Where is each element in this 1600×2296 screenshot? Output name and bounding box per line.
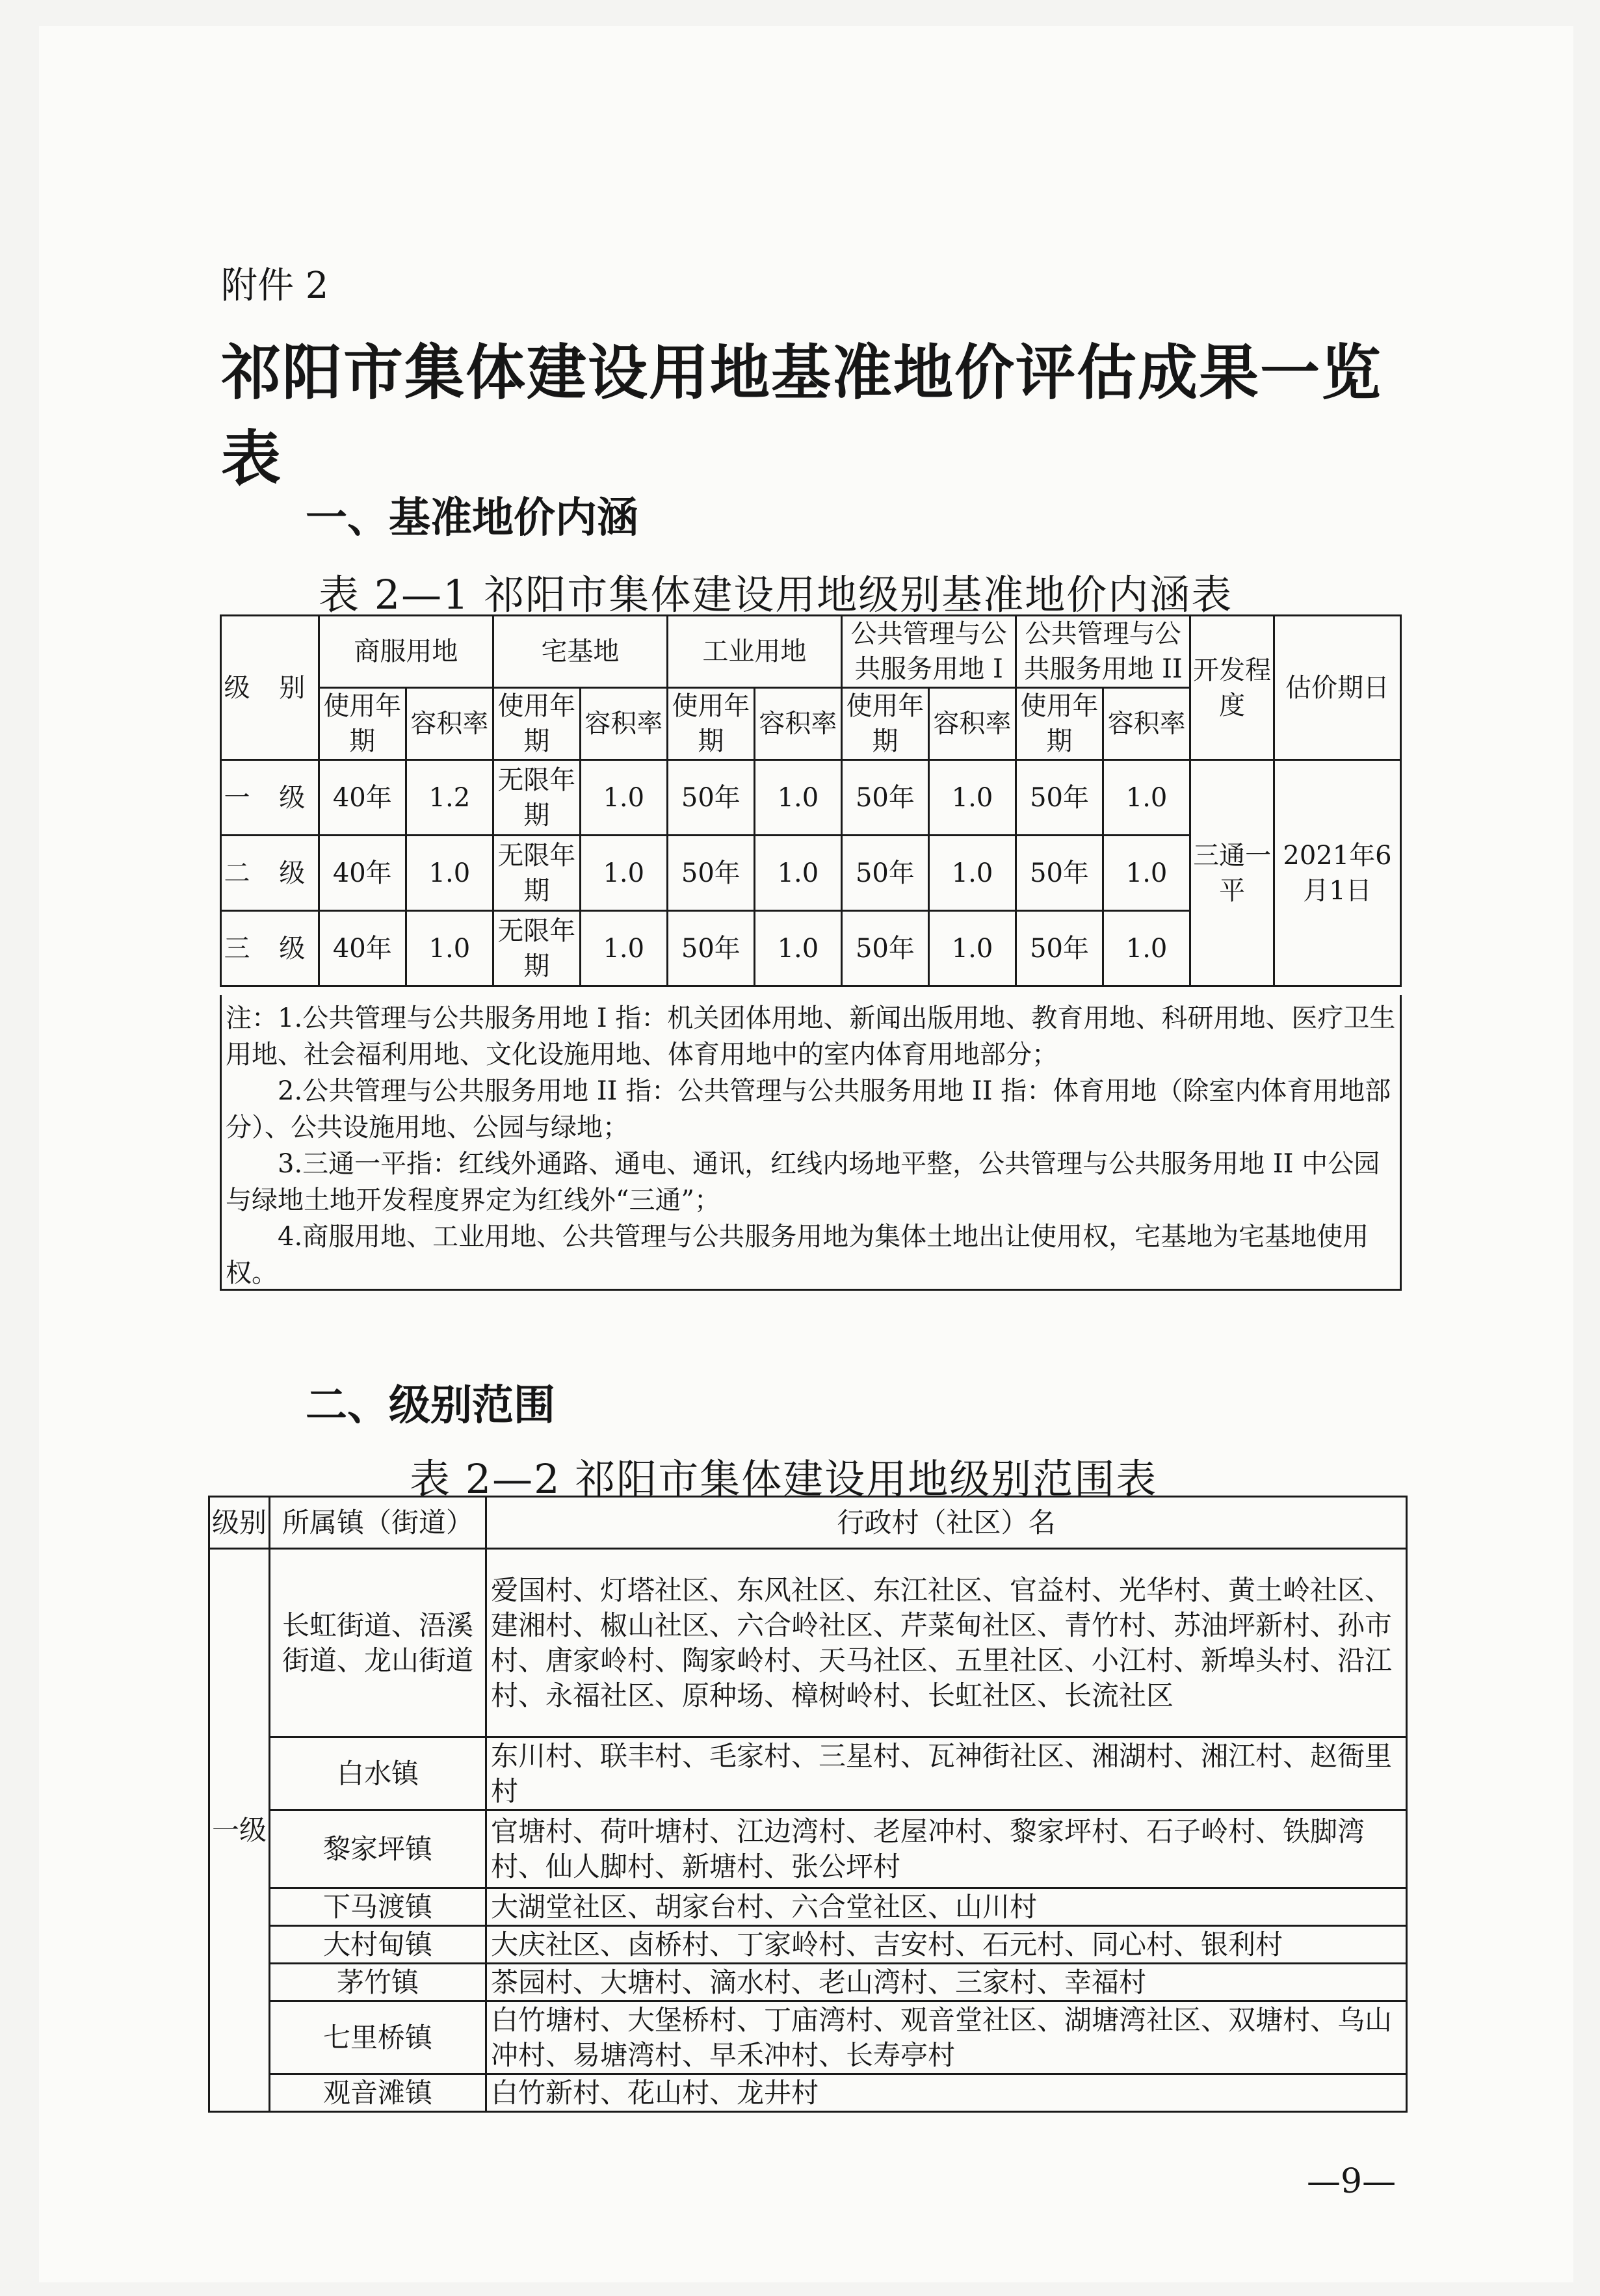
table1-notes bbox=[220, 995, 1402, 1291]
public1-far: 1.0 bbox=[928, 836, 1016, 911]
public2-far: 1.0 bbox=[1103, 911, 1190, 986]
villages-cell: 白竹新村、花山村、龙井村 bbox=[486, 2074, 1407, 2112]
note-3: 3.三通一平指：红线外通路、通电、通讯，红线内场地平整，公共管理与公共服务用地 II 中公园与绿地土地开发程度界定为红线外“三通”； bbox=[226, 1149, 1380, 1215]
grade-range-table bbox=[208, 1496, 1408, 2113]
public1-far: 1.0 bbox=[928, 760, 1016, 836]
commercial-far: 1.2 bbox=[406, 760, 493, 836]
industrial-term: 50年 bbox=[667, 760, 754, 836]
public2-term: 50年 bbox=[1016, 836, 1103, 911]
note-4: 4.商服用地、工业用地、公共管理与公共服务用地为集体土地出让使用权，宅基地为宅基地使用权。 bbox=[226, 1222, 1369, 1288]
public1-far: 1.0 bbox=[928, 911, 1016, 986]
commercial-far: 1.0 bbox=[406, 911, 493, 986]
public1-term: 50年 bbox=[841, 836, 928, 911]
header-industrial: 工业用地 bbox=[667, 616, 841, 688]
public2-term: 50年 bbox=[1016, 760, 1103, 836]
industrial-far: 1.0 bbox=[754, 911, 841, 986]
header-term: 使用年期 bbox=[667, 688, 754, 760]
benchmark-price-table bbox=[220, 614, 1402, 987]
grade-cell: 二 级 bbox=[221, 836, 319, 911]
header-villages: 行政村（社区）名 bbox=[486, 1497, 1407, 1549]
public1-term: 50年 bbox=[841, 911, 928, 986]
grade-cell: 三 级 bbox=[221, 911, 319, 986]
industrial-term: 50年 bbox=[667, 836, 754, 911]
header-commercial: 商服用地 bbox=[319, 616, 493, 688]
grade-cell: 一级 bbox=[209, 1549, 270, 2112]
residential-term: 无限年期 bbox=[493, 836, 580, 911]
header-far: 容积率 bbox=[754, 688, 841, 760]
header-grade: 级 别 bbox=[221, 616, 319, 760]
industrial-far: 1.0 bbox=[754, 760, 841, 836]
town-cell: 下马渡镇 bbox=[270, 1888, 486, 1926]
town-cell: 大村甸镇 bbox=[270, 1926, 486, 1964]
residential-far: 1.0 bbox=[580, 911, 667, 986]
villages-cell: 大湖堂社区、胡家台村、六合堂社区、山川村 bbox=[486, 1888, 1407, 1926]
industrial-term: 50年 bbox=[667, 911, 754, 986]
header-public-1: 公共管理与公共服务用地 I bbox=[841, 616, 1016, 688]
town-cell: 白水镇 bbox=[270, 1737, 486, 1810]
note-1: 注：1.公共管理与公共服务用地 I 指：机关团体用地、新闻出版用地、教育用地、科研用地、医疗卫生用地、社会福利用地、文化设施用地、体育用地中的室内体育用地部分； bbox=[226, 1003, 1396, 1070]
public2-far: 1.0 bbox=[1103, 760, 1190, 836]
residential-term: 无限年期 bbox=[493, 911, 580, 986]
header-term: 使用年期 bbox=[841, 688, 928, 760]
header-far: 容积率 bbox=[580, 688, 667, 760]
header-development: 开发程度 bbox=[1190, 616, 1274, 760]
annex-label: 附件 2 bbox=[221, 265, 329, 307]
commercial-term: 40年 bbox=[319, 911, 406, 986]
public2-term: 50年 bbox=[1016, 911, 1103, 986]
villages-cell: 爱国村、灯塔社区、东风社区、东江社区、官益村、光华村、黄土岭社区、建湘村、椒山社区、六合岭社区、芹菜甸社区、青竹村、苏油坪新村、孙市村、唐家岭村、陶家岭村、天马社区、五里社区、小江村、新埠头村、沿江村、永福社区、原种场、樟树岭村、长虹社区、长流社区 bbox=[486, 1549, 1407, 1737]
town-cell: 七里桥镇 bbox=[270, 2001, 486, 2074]
town-cell: 黎家坪镇 bbox=[270, 1810, 486, 1888]
note-2: 2.公共管理与公共服务用地 II 指：公共管理与公共服务用地 II 指：体育用地（除室内体育用地部分）、公共设施用地、公园与绿地； bbox=[226, 1076, 1391, 1142]
villages-cell: 大庆社区、卤桥村、丁家岭村、吉安村、石元村、同心村、银利村 bbox=[486, 1926, 1407, 1964]
public1-term: 50年 bbox=[841, 760, 928, 836]
section-heading-1: 一、基准地价内涵 bbox=[306, 494, 638, 542]
header-term: 使用年期 bbox=[493, 688, 580, 760]
table2-caption: 表 2—2 祁阳市集体建设用地级别范围表 bbox=[410, 1455, 1158, 1503]
header-town: 所属镇（街道） bbox=[270, 1497, 486, 1549]
valuation-date: 2021年6月1日 bbox=[1274, 760, 1401, 986]
public2-far: 1.0 bbox=[1103, 836, 1190, 911]
development-level: 三通一平 bbox=[1190, 760, 1274, 986]
town-cell: 长虹街道、浯溪街道、龙山街道 bbox=[270, 1549, 486, 1737]
section-heading-2: 二、级别范围 bbox=[306, 1382, 555, 1430]
villages-cell: 白竹塘村、大堡桥村、丁庙湾村、观音堂社区、湖塘湾社区、双塘村、乌山冲村、易塘湾村、早禾冲村、长寿亭村 bbox=[486, 2001, 1407, 2074]
header-far: 容积率 bbox=[406, 688, 493, 760]
page-number: —9— bbox=[1307, 2162, 1397, 2201]
commercial-term: 40年 bbox=[319, 760, 406, 836]
town-cell: 观音滩镇 bbox=[270, 2074, 486, 2112]
commercial-term: 40年 bbox=[319, 836, 406, 911]
header-far: 容积率 bbox=[1103, 688, 1190, 760]
header-term: 使用年期 bbox=[319, 688, 406, 760]
villages-cell: 官塘村、荷叶塘村、江边湾村、老屋冲村、黎家坪村、石子岭村、铁脚湾村、仙人脚村、新塘村、张公坪村 bbox=[486, 1810, 1407, 1888]
header-valuation-date: 估价期日 bbox=[1274, 616, 1401, 760]
header-residential: 宅基地 bbox=[493, 616, 667, 688]
villages-cell: 东川村、联丰村、毛家村、三星村、瓦神街社区、湘湖村、湘江村、赵衙里村 bbox=[486, 1737, 1407, 1810]
commercial-far: 1.0 bbox=[406, 836, 493, 911]
header-far: 容积率 bbox=[928, 688, 1016, 760]
header-term: 使用年期 bbox=[1016, 688, 1103, 760]
header-public-2: 公共管理与公共服务用地 II bbox=[1016, 616, 1190, 688]
header-grade: 级别 bbox=[209, 1497, 270, 1549]
town-cell: 茅竹镇 bbox=[270, 1964, 486, 2001]
table1-caption: 表 2—1 祁阳市集体建设用地级别基准地价内涵表 bbox=[319, 571, 1233, 618]
residential-far: 1.0 bbox=[580, 836, 667, 911]
document-title: 祁阳市集体建设用地基准地价评估成果一览表 bbox=[221, 338, 1383, 494]
villages-cell: 茶园村、大塘村、滴水村、老山湾村、三家村、幸福村 bbox=[486, 1964, 1407, 2001]
grade-cell: 一 级 bbox=[221, 760, 319, 836]
residential-far: 1.0 bbox=[580, 760, 667, 836]
residential-term: 无限年期 bbox=[493, 760, 580, 836]
industrial-far: 1.0 bbox=[754, 836, 841, 911]
